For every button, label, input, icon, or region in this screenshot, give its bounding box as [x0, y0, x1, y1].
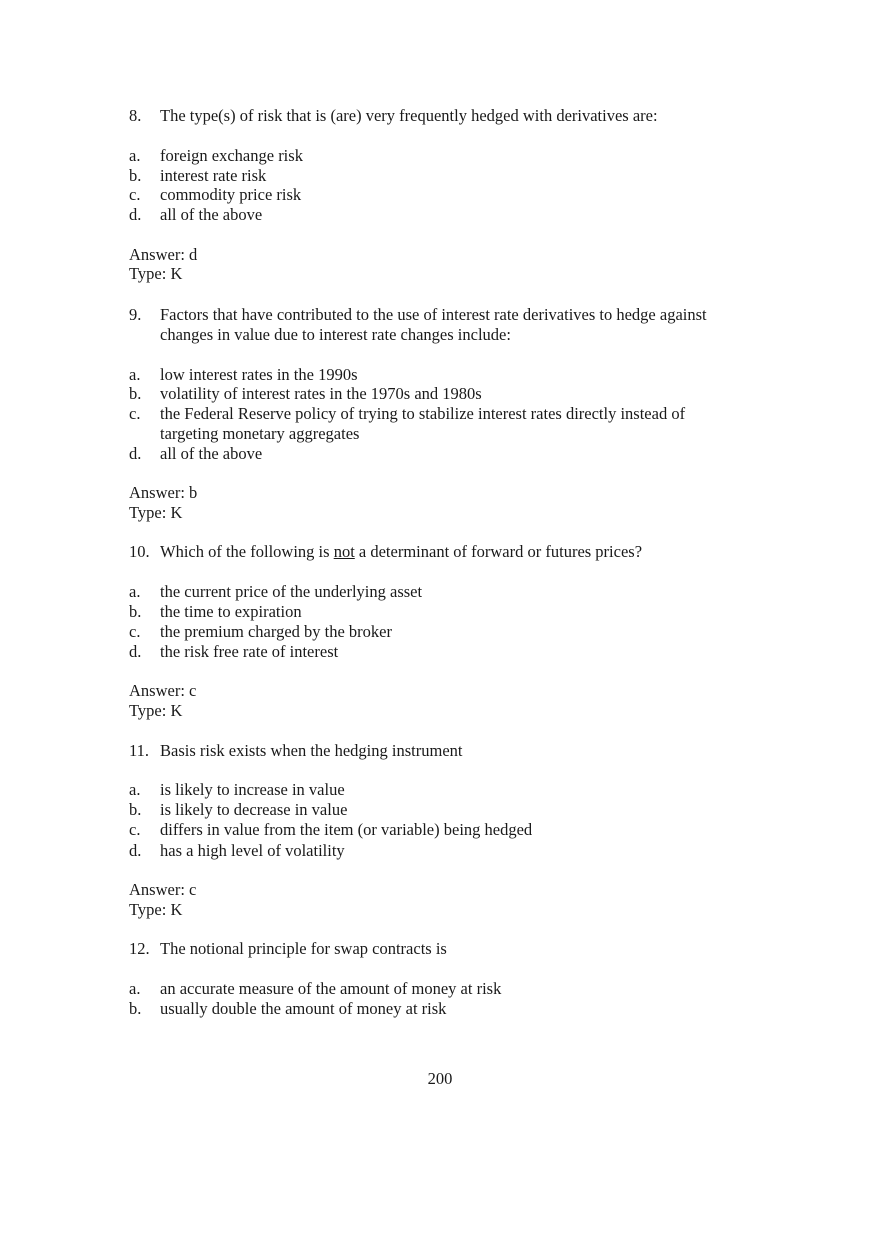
- option-label: d.: [129, 642, 142, 661]
- option-text: all of the above: [160, 205, 263, 224]
- option-label: d.: [129, 841, 142, 860]
- question-text-after: a determinant of forward or futures prices?: [354, 542, 643, 561]
- option-text: low interest rates in the 1990s: [160, 365, 358, 384]
- option-label: d.: [129, 444, 142, 463]
- option-text: an accurate measure of the amount of money at risk: [160, 979, 502, 998]
- option-text: targeting monetary aggregates: [160, 424, 360, 443]
- question-number: 11.: [129, 741, 150, 760]
- option-label: c.: [129, 404, 141, 423]
- option-text: is likely to increase in value: [160, 780, 345, 799]
- page-number: 200: [427, 1069, 453, 1088]
- option-label: b.: [129, 999, 142, 1018]
- option-text: the Federal Reserve policy of trying to stabilize interest rates directly instead of: [160, 404, 686, 423]
- question-text: Basis risk exists when the hedging instrument: [160, 741, 463, 760]
- option-text: the risk free rate of interest: [160, 642, 339, 661]
- option-text: interest rate risk: [160, 166, 267, 185]
- option-label: b.: [129, 384, 142, 403]
- question-text: Factors that have contributed to the use of interest rate derivatives to hedge against: [160, 305, 707, 324]
- option-label: b.: [129, 602, 142, 621]
- question-number: 12.: [129, 939, 150, 958]
- option-label: a.: [129, 146, 141, 165]
- option-label: c.: [129, 622, 141, 641]
- answer-line: Answer: d: [129, 245, 198, 264]
- question-text-underlined: not: [333, 542, 355, 561]
- type-line: Type: K: [129, 264, 183, 283]
- option-label: b.: [129, 800, 142, 819]
- question-number: 8.: [129, 106, 142, 125]
- question-text: The notional principle for swap contracts is: [160, 939, 447, 958]
- question-text: The type(s) of risk that is (are) very frequently hedged with derivatives are:: [160, 106, 658, 125]
- option-text: the time to expiration: [160, 602, 302, 621]
- option-label: c.: [129, 820, 141, 839]
- answer-line: Answer: c: [129, 880, 197, 899]
- type-line: Type: K: [129, 701, 183, 720]
- question-text: changes in value due to interest rate changes include:: [160, 325, 511, 344]
- option-text: the current price of the underlying asset: [160, 582, 423, 601]
- option-text: volatility of interest rates in the 1970s and 1980s: [160, 384, 482, 403]
- option-label: a.: [129, 365, 141, 384]
- answer-line: Answer: c: [129, 681, 197, 700]
- question-number: 10.: [129, 542, 150, 561]
- option-text: has a high level of volatility: [160, 841, 345, 860]
- question-text-before: Which of the following is: [160, 542, 334, 561]
- option-label: a.: [129, 979, 141, 998]
- option-text: is likely to decrease in value: [160, 800, 348, 819]
- type-line: Type: K: [129, 900, 183, 919]
- question-text: [160, 542, 642, 562]
- option-text: foreign exchange risk: [160, 146, 303, 165]
- option-label: c.: [129, 185, 141, 204]
- option-text: differs in value from the item (or variable) being hedged: [160, 820, 533, 839]
- option-label: d.: [129, 205, 142, 224]
- option-text: the premium charged by the broker: [160, 622, 392, 641]
- answer-line: Answer: b: [129, 483, 198, 502]
- option-label: b.: [129, 166, 142, 185]
- option-text: usually double the amount of money at risk: [160, 999, 447, 1018]
- option-text: commodity price risk: [160, 185, 302, 204]
- option-text: all of the above: [160, 444, 263, 463]
- question-number: 9.: [129, 305, 142, 324]
- option-label: a.: [129, 780, 141, 799]
- type-line: Type: K: [129, 503, 183, 522]
- option-label: a.: [129, 582, 141, 601]
